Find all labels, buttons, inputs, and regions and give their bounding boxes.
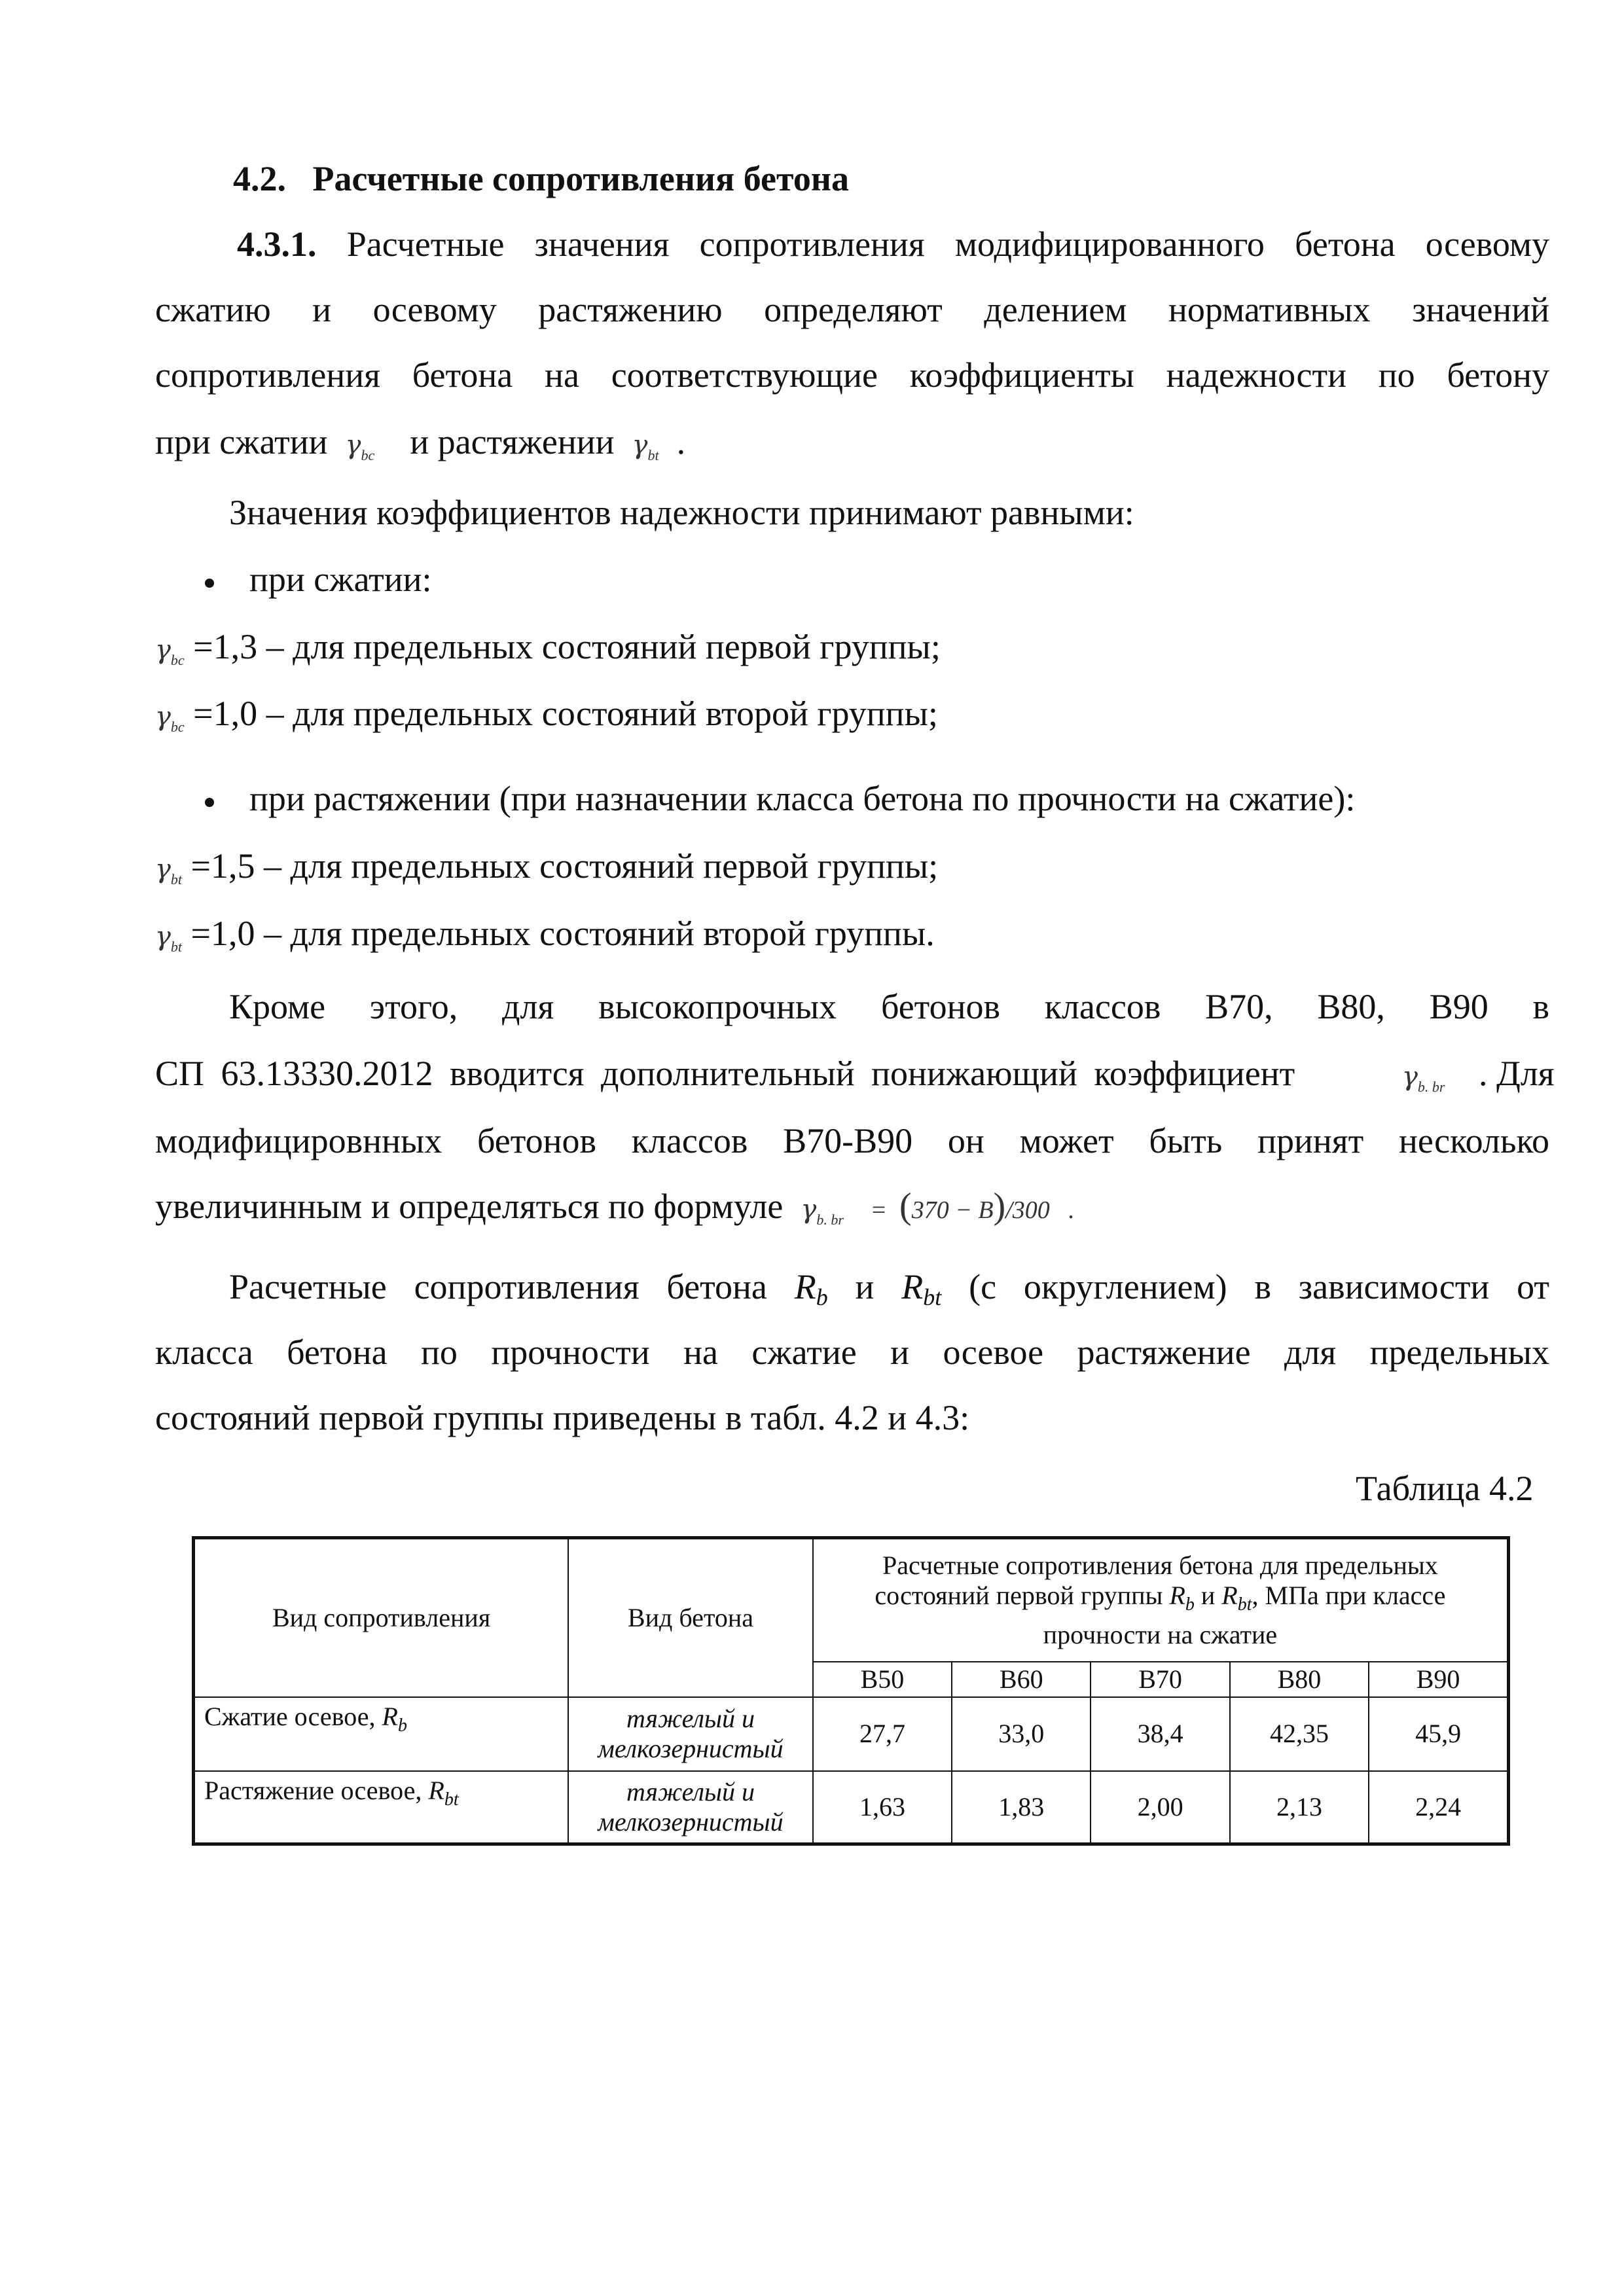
gamma-symbol: γ bbox=[632, 430, 648, 460]
formula: = (370 − B)/300 . bbox=[870, 1186, 1075, 1227]
gamma-symbol: γ bbox=[345, 430, 361, 460]
para3-line2: СП 63.13330.2012 вводится дополнительный понижающий коэффициент $\gamma_{b. br}$ . Для bbox=[155, 1054, 1555, 1095]
table-cell: 42,35 bbox=[1230, 1697, 1369, 1771]
table-cell: 45,9 bbox=[1369, 1697, 1508, 1771]
table-row bbox=[194, 1697, 1509, 1771]
para1-line4: при сжатии $\gamma_{bc}$ и растяжении $\gamma_{bt}$ . bbox=[155, 422, 686, 463]
table-row bbox=[194, 1771, 1509, 1844]
bullet-tension: при растяжении (при назначении класса бетона по прочности на сжатие): bbox=[155, 777, 1355, 820]
para4-line1: Расчетные сопротивления бетона Rb и Rbt (с округлением) в зависимости от bbox=[229, 1267, 1550, 1310]
header-design-resistance: Расчетные сопротивления бетона для предельных состояний первой группы $R_b$ и $R_{bt}$, МПа при классе прочности на сжатие bbox=[813, 1538, 1509, 1662]
gamma-bc-second-group: $\gamma_{bc} =1,0$ – для предельных состояний второй группы; bbox=[155, 694, 938, 735]
table-4-2 bbox=[192, 1536, 1510, 1846]
para3-line3: модифицировнных бетонов классов В70-В90 он может быть принят несколько bbox=[155, 1121, 1549, 1160]
para1-number: 4.3.1. bbox=[237, 224, 317, 264]
class-header: В60 bbox=[952, 1662, 1091, 1697]
table-cell: 1,63 bbox=[813, 1771, 952, 1844]
paragraph-reliability-intro: Значения коэффициентов надежности принимают равными: bbox=[229, 493, 1134, 532]
header-concrete-type: Вид бетона bbox=[568, 1538, 813, 1697]
bullet-icon bbox=[205, 579, 214, 588]
para1-line3: сопротивления бетона на соответствующие коэффициенты надежности по бетону bbox=[155, 355, 1549, 395]
class-header: В50 bbox=[813, 1662, 952, 1697]
section-number: 4.2. bbox=[233, 159, 286, 198]
row-kind: Сжатие осевое, $R_b$ bbox=[194, 1697, 569, 1771]
class-header: В80 bbox=[1230, 1662, 1369, 1697]
table-cell: 2,13 bbox=[1230, 1771, 1369, 1844]
section-heading bbox=[233, 157, 849, 200]
section-title: Расчетные сопротивления бетона bbox=[312, 159, 849, 198]
class-header: В70 bbox=[1091, 1662, 1229, 1697]
para1-line2: сжатию и осевому растяжению определяют делением нормативных значений bbox=[155, 290, 1549, 329]
para1-line1 bbox=[237, 223, 1549, 266]
header-resistance-type: Вид сопротивления bbox=[194, 1538, 569, 1697]
table-cell: 33,0 bbox=[952, 1697, 1091, 1771]
table-cell: 2,24 bbox=[1369, 1771, 1508, 1844]
para4-line3: состояний первой группы приведены в табл. 4.2 и 4.3: bbox=[155, 1398, 970, 1437]
table-cell: 2,00 bbox=[1091, 1771, 1229, 1844]
table-caption: Таблица 4.2 bbox=[1356, 1469, 1534, 1508]
para4-line2: класса бетона по прочности на сжатие и осевое растяжение для предельных bbox=[155, 1333, 1549, 1372]
table-cell: 1,83 bbox=[952, 1771, 1091, 1844]
row-kind: Растяжение осевое, $R_{bt}$ bbox=[194, 1771, 569, 1844]
para3-line1: Кроме этого, для высокопрочных бетонов классов В70, В80, В90 в bbox=[229, 987, 1549, 1026]
row-concrete: тяжелый и мелкозернистый bbox=[568, 1697, 813, 1771]
gamma-bc-first-group: $\gamma_{bc} =1,3$ – для предельных состояний первой группы; bbox=[155, 627, 941, 668]
para1-text1: Расчетные значения сопротивления модифицированного бетона осевому bbox=[346, 224, 1550, 264]
table-cell: 27,7 bbox=[813, 1697, 952, 1771]
bullet-icon bbox=[205, 798, 214, 807]
class-header: В90 bbox=[1369, 1662, 1508, 1697]
para3-line4: увеличинным и определяться по формуле $\gamma_{b. br}$ = (370 − B)/300 . bbox=[155, 1186, 1075, 1228]
bullet-compression: при сжатии: bbox=[155, 558, 432, 601]
table-cell: 38,4 bbox=[1091, 1697, 1229, 1771]
gamma-bt-first-group: $\gamma_{bt} =1,5$ – для предельных состояний первой группы; bbox=[155, 846, 939, 888]
row-concrete: тяжелый и мелкозернистый bbox=[568, 1771, 813, 1844]
gamma-bt-second-group: $\gamma_{bt} =1,0$ – для предельных состояний второй группы. bbox=[155, 914, 935, 955]
